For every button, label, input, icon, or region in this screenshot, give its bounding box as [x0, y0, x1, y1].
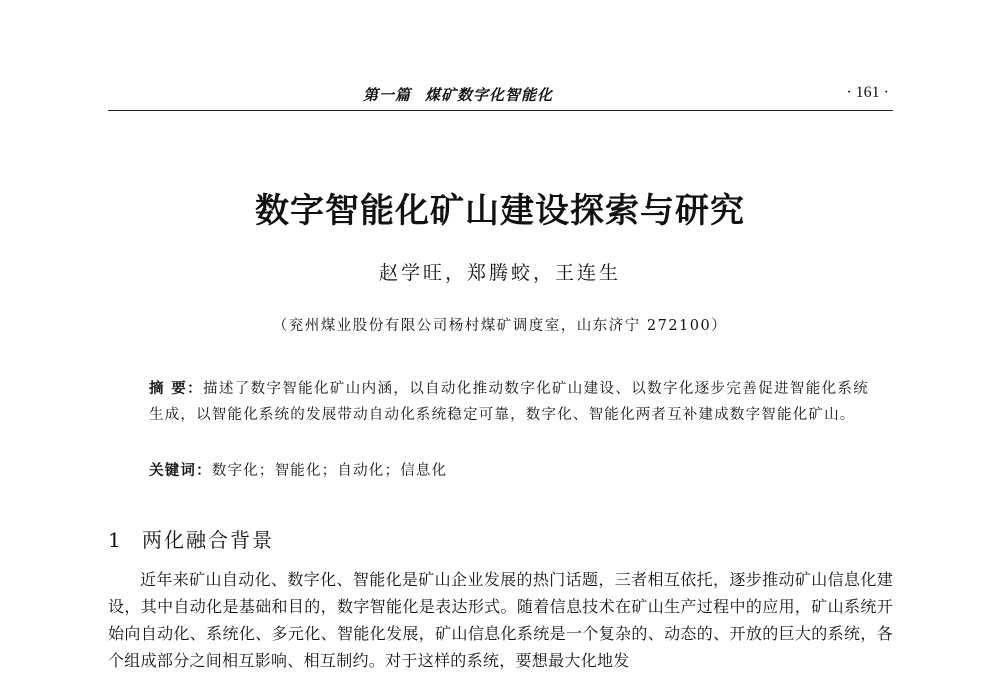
- abstract-label: 摘 要：: [149, 381, 203, 397]
- paper-title: 数字智能化矿山建设探索与研究: [255, 191, 745, 231]
- section-heading: [108, 524, 274, 553]
- header-rule: [108, 110, 893, 111]
- keywords: [149, 459, 869, 483]
- chapter-title: 煤矿数字化智能化: [425, 86, 554, 104]
- abstract: [149, 376, 869, 428]
- section-title: 两化融合背景: [142, 528, 274, 552]
- keywords-text: 数字化；智能化；自动化；信息化: [211, 463, 448, 479]
- author-list: 赵学旺，郑腾蛟，王连生: [378, 262, 621, 284]
- running-head: [108, 82, 893, 108]
- page-number: · 161 ·: [846, 84, 889, 101]
- affiliation: （兖州煤业股份有限公司杨村煤矿调度室，山东济宁 272100）: [272, 318, 728, 334]
- chapter-heading: [363, 84, 783, 105]
- chapter-label: 第一篇: [363, 86, 412, 104]
- section-number: 1: [108, 528, 123, 552]
- body-paragraph: 近年来矿山自动化、数字化、智能化是矿山企业发展的热门话题，三者相互依托，逐步推动矿山信息化建设，其中自动化是基础和目的，数字智能化是表达形式。随着信息技术在矿山生产过程中的应用，矿山系统开始向自动化、系统化、多元化、智能化发展，矿山信息化系统是一个复杂的、动态的、开放的巨大的系统，各个组成部分之间相互影响、相互制约。对于这样的系统，要想最大化地发: [108, 570, 893, 670]
- keywords-label: 关键词：: [149, 463, 212, 479]
- abstract-text: 描述了数字智能化矿山内涵，以自动化推动数字化矿山建设、以数字化逐步完善促进智能化系统生成，以智能化系统的发展带动自动化系统稳定可靠，数字化、智能化两者互补建成数字智能化矿山。: [149, 381, 869, 423]
